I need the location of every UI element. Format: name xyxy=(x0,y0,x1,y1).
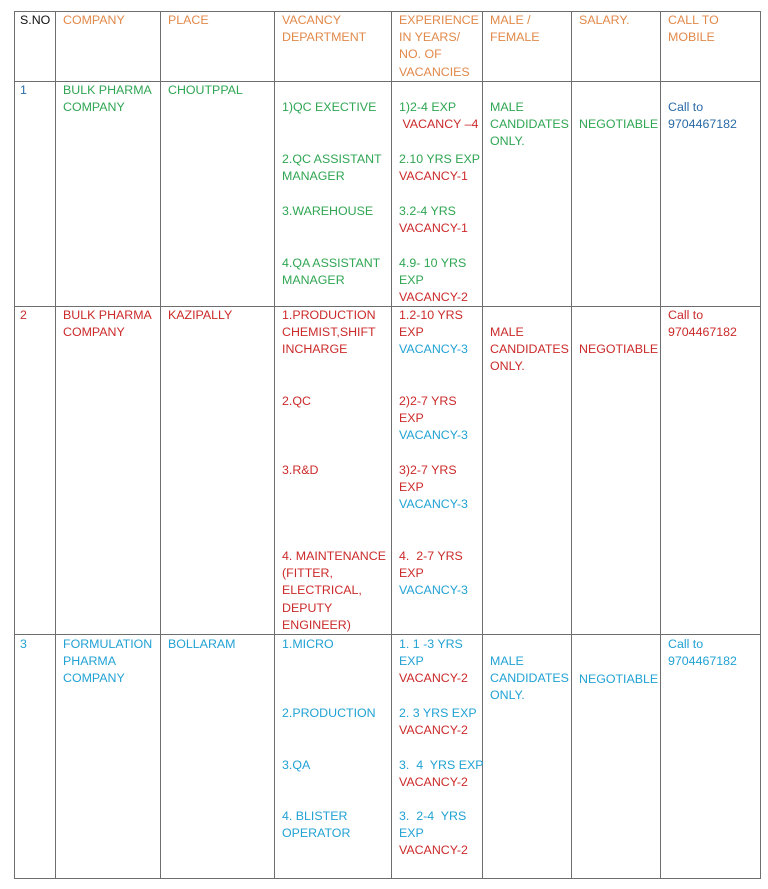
grid-line xyxy=(14,11,15,879)
header-gender: MALE / FEMALE xyxy=(490,13,540,45)
row-1-dept-3: 3.WAREHOUSE xyxy=(282,204,374,218)
grid-line xyxy=(14,634,761,635)
header-salary: SALARY. xyxy=(579,13,630,27)
row-1-dept-4: 4.QA ASSISTANT MANAGER xyxy=(282,256,381,288)
row-3-exp-1: 1. 1 -3 YRS EXP VACANCY-2 xyxy=(399,637,468,686)
row-2-exp-1: 1.2-10 YRS EXP VACANCY-3 xyxy=(399,308,468,357)
grid-line xyxy=(760,11,761,879)
header-company: COMPANY xyxy=(63,13,125,27)
row-3-dept-1: 1.MICRO xyxy=(282,637,334,651)
header-sno: S.NO xyxy=(20,13,51,27)
grid-line xyxy=(14,878,761,879)
row-2-salary: NEGOTIABLE xyxy=(579,342,659,356)
row-1-call-link[interactable]: Call to 9704467182 xyxy=(668,100,737,132)
row-2-dept-3: 3.R&D xyxy=(282,463,319,477)
row-3-dept-2: 2.PRODUCTION xyxy=(282,706,376,720)
row-1-salary: NEGOTIABLE xyxy=(579,117,659,131)
row-1-exp-1: 1)2-4 EXP VACANCY –4 xyxy=(399,100,479,132)
row-1-dept-2: 2.QC ASSISTANT MANAGER xyxy=(282,152,382,184)
row-2-place: KAZIPALLY xyxy=(168,308,233,322)
header-experience: EXPERIENCE IN YEARS/ NO. OF VACANCIES xyxy=(399,13,479,79)
row-1-sno: 1 xyxy=(20,83,27,97)
header-vacancy-department: VACANCY DEPARTMENT xyxy=(282,13,367,45)
grid-line xyxy=(274,11,275,879)
grid-line xyxy=(482,11,483,879)
row-2-company: BULK PHARMA COMPANY xyxy=(63,308,152,340)
grid-line xyxy=(55,11,56,879)
grid-line xyxy=(391,11,392,879)
row-3-place: BOLLARAM xyxy=(168,637,236,651)
row-2-exp-2: 2)2-7 YRS EXP VACANCY-3 xyxy=(399,394,468,443)
header-place: PLACE xyxy=(168,13,209,27)
row-2-sno: 2 xyxy=(20,308,27,322)
grid-line xyxy=(160,11,161,879)
row-3-gender: MALE CANDIDATES ONLY. xyxy=(490,654,569,703)
row-3-sno: 3 xyxy=(20,637,27,651)
row-1-place: CHOUTPPAL xyxy=(168,83,243,97)
row-3-company: FORMULATION PHARMA COMPANY xyxy=(63,637,153,686)
row-3-dept-3: 3.QA xyxy=(282,758,311,772)
grid-line xyxy=(660,11,661,879)
row-2-exp-3: 3)2-7 YRS EXP VACANCY-3 xyxy=(399,463,468,512)
row-2-exp-4: 4. 2-7 YRS EXP VACANCY-3 xyxy=(399,549,468,598)
row-2-dept-4: 4. MAINTENANCE (FITTER, ELECTRICAL, DEPUTY ENGINEER) xyxy=(282,549,386,632)
row-3-dept-4: 4. BLISTER OPERATOR xyxy=(282,809,351,841)
header-call-to-mobile: CALL TO MOBILE xyxy=(668,13,719,45)
row-3-exp-4: 3. 2-4 YRS EXP VACANCY-2 xyxy=(399,809,468,858)
row-2-dept-1: 1.PRODUCTION CHEMIST,SHIFT INCHARGE xyxy=(282,308,376,357)
row-1-exp-3: 3.2-4 YRS VACANCY-1 xyxy=(399,204,468,236)
row-1-dept-1: 1)QC EXECTIVE xyxy=(282,100,377,114)
row-2-gender: MALE CANDIDATES ONLY. xyxy=(490,325,569,374)
grid-line xyxy=(14,11,761,12)
row-2-dept-2: 2.QC xyxy=(282,394,311,408)
row-2-call-link[interactable]: Call to 9704467182 xyxy=(668,308,737,340)
row-3-exp-3: 3. 4 YRS EXP VACANCY-2 xyxy=(399,758,484,790)
row-1-exp-4: 4.9- 10 YRS EXP VACANCY-2 xyxy=(399,256,468,305)
row-1-exp-2: 2.10 YRS EXP VACANCY-1 xyxy=(399,152,481,184)
row-1-gender: MALE CANDIDATES ONLY. xyxy=(490,100,569,149)
row-3-call-link[interactable]: Call to 9704467182 xyxy=(668,637,737,669)
grid-line xyxy=(571,11,572,879)
row-3-exp-2: 2. 3 YRS EXP VACANCY-2 xyxy=(399,706,477,738)
row-3-salary: NEGOTIABLE xyxy=(579,672,659,686)
row-1-company: BULK PHARMA COMPANY xyxy=(63,83,152,115)
